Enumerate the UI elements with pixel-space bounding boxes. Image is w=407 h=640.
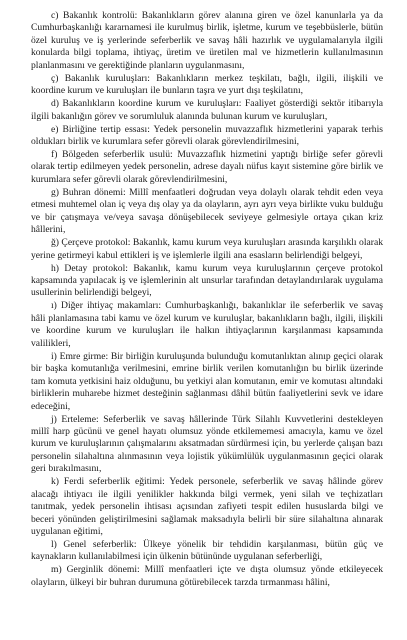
definition-m: m) Gerginlik dönemi: Millî menfaatleri içte ve dışta olumsuz yönde etkileyecek olayların, ülkeyi bir buhran durumuna götürebilecek tarzda tırmanması hâlini, <box>31 564 383 588</box>
definition-g-breve: ğ) Çerçeve protokol: Bakanlık, kamu kurum veya kuruluşları arasında karşılıklı olarak yerine getirmeyi kabul ettikleri iş ve işlemlerle ilgili ana esasların belirlendiği belgeyi, <box>31 237 383 261</box>
definition-g: g) Buhran dönemi: Millî menfaatleri doğrudan veya dolaylı olarak tehdit eden veya etmesi muhtemel olan iç veya dış olay ya da olayların, ayrı ayrı veya birlikte vuku bulduğu ve bir çatışmaya ve/veya savaşa dönüşebilecek seviyeye gelmesiyle ortaya çıkan kriz hâllerini, <box>31 186 383 236</box>
definition-f: f) Bölgeden seferberlik usulü: Muvazzaflık hizmetini yaptığı birliğe sefer görevli olarak tertip edilmeyen yedek personelin, adrese dayalı nüfus kayıt sistemine göre birlik ve kurumlara sefer görevli olarak görevlendirilmesini, <box>31 148 383 185</box>
definition-j: j) Erteleme: Seferberlik ve savaş hâllerinde Türk Silahlı Kuvvetlerini destekleyen millî harp gücünü ve genel hayatı olumsuz yönde etkilememesi amacıyla, kamu ve özel kurum ve kuruluşlarının çalışmalarını aksatmadan sürdürmesi için, bu yerlerde çalışan bazı personelin silahaltına alınmasının veya lojistik yükümlülük uygulanmasının geçici olarak geri bırakılmasını, <box>31 413 383 475</box>
definition-e: e) Birliğine tertip essası: Yedek personelin muvazzaflık hizmetlerini yaparak terhis oldukları birlik ve kurumlara sefer görevli olarak görevlendirilmesini, <box>31 123 383 148</box>
definition-l: l) Genel seferberlik: Ülkeye yönelik bir tehdidin karşılanması, bütün güç ve kaynakların kullanılabilmesi için ülkenin bütününde uygulanan seferberliği, <box>31 539 383 563</box>
document-page <box>31 10 383 590</box>
definition-c-cedilla: ç) Bakanlık kuruluşları: Bakanlıkların merkez teşkilatı, bağlı, ilgili, ilişkili ve koordine kurum ve kuruluşları ile bunların taşra ve yurt dışı teşkilatını, <box>31 72 383 97</box>
definition-i: i) Emre girme: Bir birliğin kuruluşunda bulunduğu komutanlıktan alınıp geçici olarak bir başka komutanlığa verilmesini, emrine birlik verilen komutanlığın bu birlik üzerinde tam komuta yetkisini haiz olduğunu, bu yetkiyi alan komutanın, emir ve komutası altındaki birliklerin muharebe hizmet desteğinin sağlanması dâhil bütün faaliyetlerini sevk ve idare edeceğini, <box>31 350 383 412</box>
definition-k: k) Ferdi seferberlik eğitimi: Yedek personele, seferberlik ve savaş hâlinde görev alacağı ihtiyacı ile ilgili yenilikler hakkında bilgi vermek, yeni silah ve teçhizatları tanıtmak, yedek personelin ihtisası açısından zafiyeti tespit edilen hususlarda bilgi ve beceri yönünden geliştirilmesini sağlamak maksadıyla belirli bir süre silahaltına alınarak uygulanan eğitimi, <box>31 476 383 538</box>
definition-d: d) Bakanlıkların koordine kurum ve kuruluşları: Faaliyet gösterdiği sektör itibarıyla ilgili bakanlığın görev ve sorumluluk alanında bulunan kurum ve kuruluşları, <box>31 98 383 122</box>
definition-c: c) Bakanlık kontrolü: Bakanlıkların görev alanına giren ve özel kanunlarla ya da Cumhurbaşkanlığı kararnamesi ile kurulmuş birlik, işletme, kurum ve teşebbüslerle, bütün özel kuruluş ve iş yerlerinde seferberlik ve savaş hâli hazırlık ve uygulamalarıyla ilgili konularda bilgi toplama, ihtiyaç, üretim ve üretilen mal ve hizmetlerin kullanılmasının planlanmasını ve gerektiğinde planların uygulanmasını, <box>31 10 383 71</box>
definition-h: h) Detay protokol: Bakanlık, kamu kurum veya kuruluşlarının çerçeve protokol kapsamında yapılacak iş ve işlemlerinin alt unsurlar tarafından detaylandırılarak uygulama usullerinin belirlendiği belgeyi, <box>31 262 383 299</box>
definition-dotless-i: ı) Diğer ihtiyaç makamları: Cumhurbaşkanlığı, bakanlıklar ile seferberlik ve savaş hâli planlamasına tabi kamu ve özel kurum ve kuruluşlar, bakanlıkların bağlı, ilgili, ilişkili ve koordine kurum ve kuruluşları ile halkın ihtiyaçlarının karşılanması kapsamında valilikleri, <box>31 300 383 349</box>
